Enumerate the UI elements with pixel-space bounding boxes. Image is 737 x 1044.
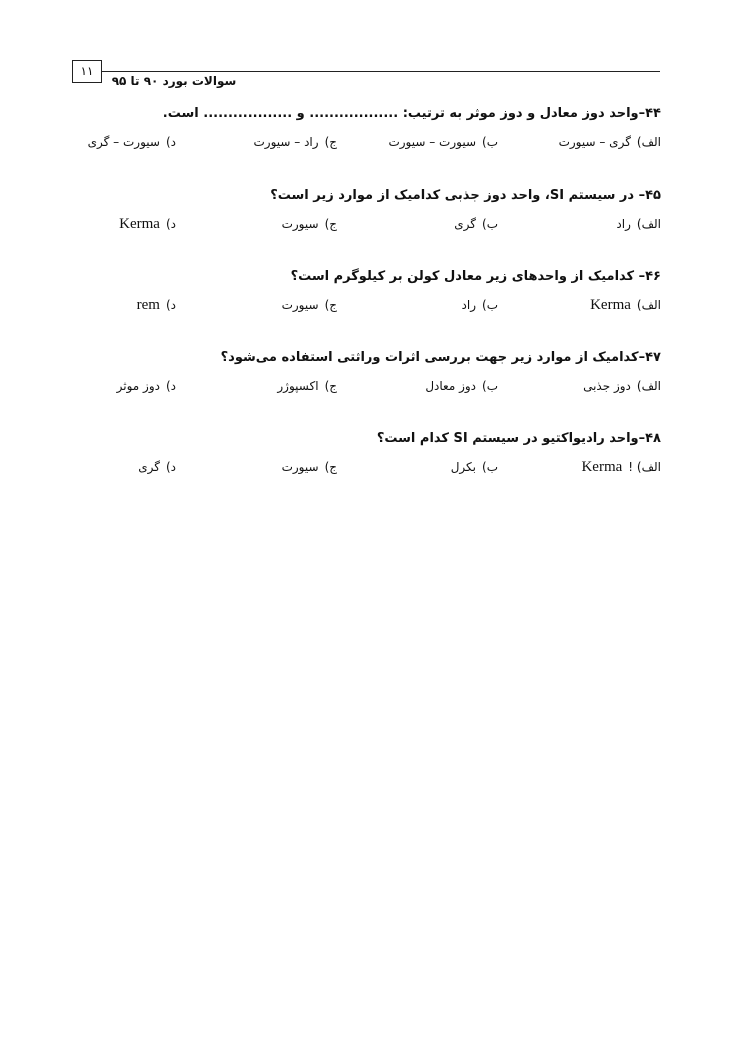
option-text: Kerma — [581, 459, 623, 475]
option-text: اکسپوژر — [277, 379, 319, 393]
header-rule — [100, 71, 660, 72]
option-text: دوز معادل — [425, 379, 477, 393]
option-a[interactable] — [616, 213, 661, 235]
option-letter: ب) — [482, 298, 498, 312]
option-letter: الف) ! — [628, 460, 661, 474]
option-letter: الف) — [636, 379, 661, 393]
option-c[interactable] — [253, 131, 337, 153]
option-letter: ج) — [324, 460, 337, 474]
option-text: گری — [138, 460, 160, 474]
option-text: سیورت — [281, 217, 319, 231]
question-title: ۴۵– در سیستم SI، واحد دوز جذبی کدامیک از موارد زیر است؟ — [270, 188, 661, 203]
page-number: ۱۱ — [72, 60, 102, 83]
option-letter: ج) — [324, 217, 337, 231]
option-letter: ب) — [482, 460, 498, 474]
question-44 — [80, 103, 661, 153]
option-b[interactable] — [462, 294, 498, 316]
option-a[interactable] — [583, 375, 661, 397]
option-c[interactable] — [282, 294, 337, 316]
option-text: سیورت — [281, 298, 319, 312]
option-text: راد — [616, 217, 631, 231]
option-letter: ب) — [482, 379, 498, 393]
options-row — [80, 456, 661, 478]
option-letter: د) — [165, 135, 176, 149]
options-row — [80, 213, 661, 235]
option-text: سیورت — [281, 460, 319, 474]
option-text: گری – سیورت — [558, 135, 631, 149]
question-46 — [80, 266, 661, 316]
option-letter: ب) — [482, 135, 498, 149]
option-b[interactable] — [451, 456, 498, 478]
option-d[interactable] — [137, 294, 176, 316]
option-a[interactable] — [590, 294, 661, 316]
option-text: سیورت – سیورت — [388, 135, 477, 149]
option-b[interactable] — [388, 131, 498, 153]
option-c[interactable] — [282, 456, 337, 478]
options-row — [80, 294, 661, 316]
question-45 — [80, 185, 661, 235]
option-text: rem — [136, 297, 160, 313]
option-d[interactable] — [138, 456, 176, 478]
option-a[interactable] — [581, 456, 661, 478]
question-47 — [80, 347, 661, 397]
question-title: ۴۶– کدامیک از واحدهای زیر معادل کولن بر کیلوگرم است؟ — [290, 269, 661, 284]
option-letter: ج) — [324, 298, 337, 312]
option-letter: د) — [165, 217, 176, 231]
options-row — [80, 131, 661, 153]
option-c[interactable] — [282, 213, 337, 235]
option-text: Kerma — [119, 216, 160, 232]
option-letter: ب) — [482, 217, 498, 231]
options-row — [80, 375, 661, 397]
option-letter: د) — [165, 379, 176, 393]
option-letter: الف) — [636, 298, 661, 312]
option-text: سیورت – گری — [87, 135, 160, 149]
option-letter: د) — [165, 298, 176, 312]
option-d[interactable] — [88, 131, 176, 153]
option-c[interactable] — [277, 375, 337, 397]
option-letter: الف) — [636, 217, 661, 231]
question-title: ۴۴–واحد دوز معادل و دوز موثر به ترتیب: .................. و .................. است. — [162, 106, 661, 121]
option-d[interactable] — [119, 213, 176, 235]
option-a[interactable] — [559, 131, 661, 153]
option-letter: ج) — [324, 135, 337, 149]
question-48 — [80, 428, 661, 478]
option-b[interactable] — [425, 375, 498, 397]
option-d[interactable] — [117, 375, 176, 397]
option-text: راد – سیورت — [253, 135, 319, 149]
option-letter: ج) — [324, 379, 337, 393]
option-text: گری — [454, 217, 477, 231]
question-title: ۴۷–کدامیک از موارد زیر جهت بررسی اثرات وراثتی استفاده می‌شود؟ — [220, 350, 661, 365]
option-letter: د) — [165, 460, 176, 474]
option-b[interactable] — [454, 213, 498, 235]
option-text: دوز موثر — [116, 379, 160, 393]
option-letter: الف) — [636, 135, 661, 149]
option-text: دوز جذبی — [583, 379, 631, 393]
option-text: Kerma — [590, 297, 631, 313]
header-title: سوالات بورد ۹۰ تا ۹۵ — [111, 74, 237, 88]
option-text: راد — [461, 298, 477, 312]
option-text: بکرل — [450, 460, 477, 474]
question-title: ۴۸–واحد رادیواکتیو در سیستم SI کدام است؟ — [376, 431, 661, 446]
